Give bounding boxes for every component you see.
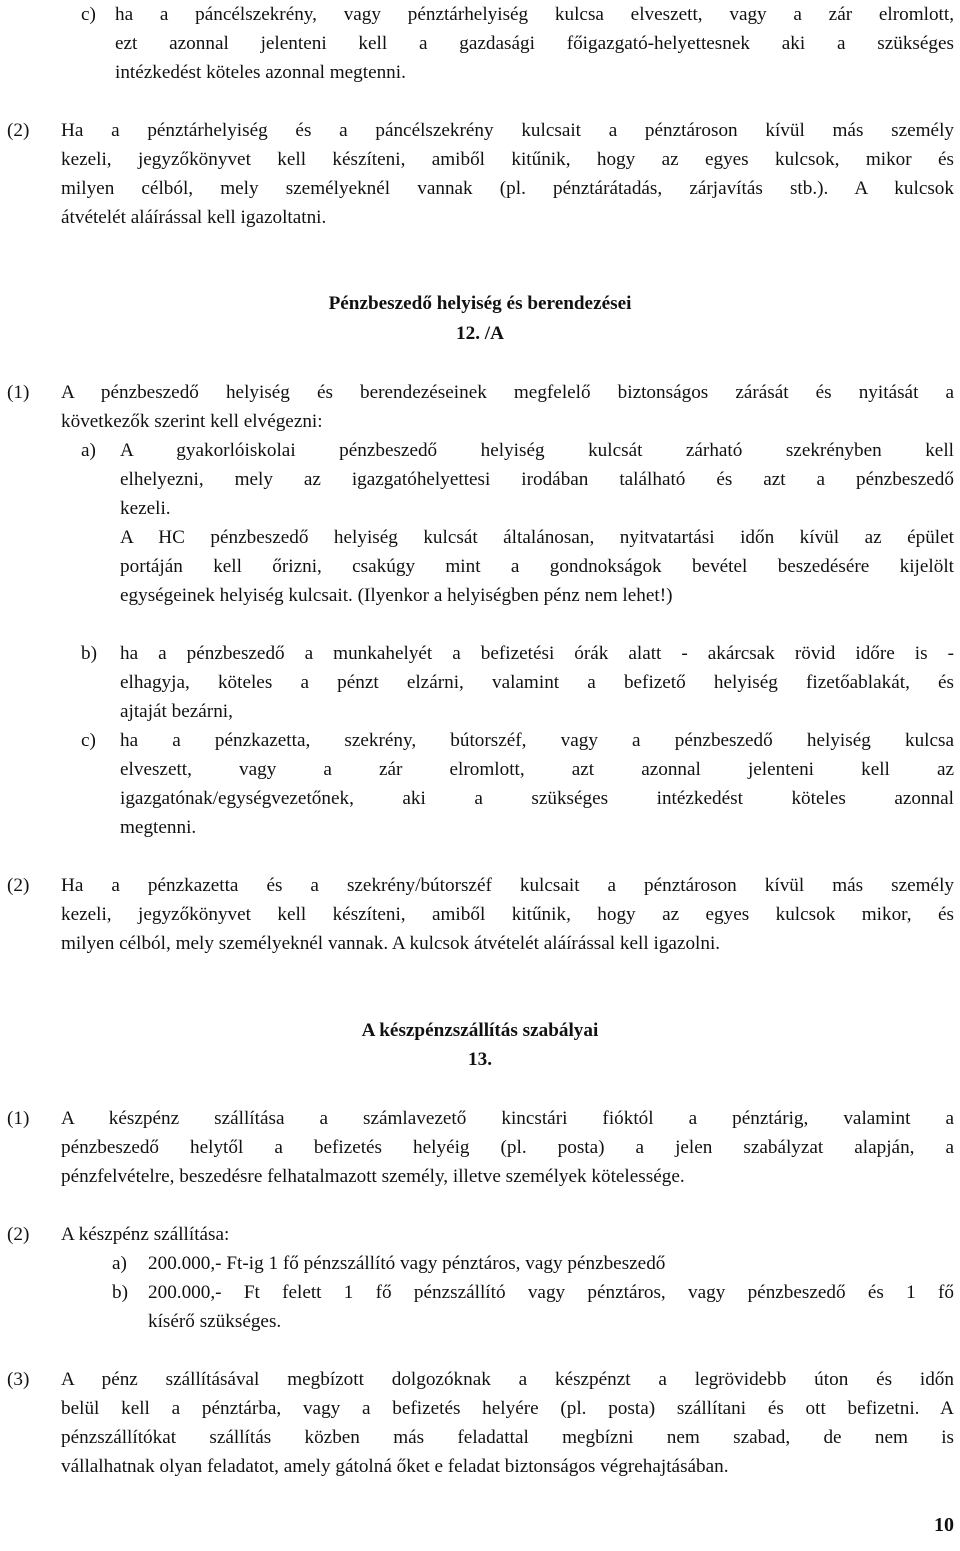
text-line: elveszett, vagy a zár elromlott, azt azonnal jelenteni kell az [120,759,954,780]
text-line: ajtaját bezárni, [120,701,233,722]
text-line: A készpénz szállítása: [61,1224,230,1245]
text-line: Ha a pénzkazetta és a szekrény/bútorszéf kulcsait a pénztároson kívül más személy [61,875,954,896]
paragraph-marker: (2) [7,1224,30,1245]
section-number: 12. /A [456,323,504,344]
text-line: milyen célból, mely személyeknél vannak (pl. pénztárátadás, zárjavítás stb.). A kulcsok [61,178,954,199]
paragraph-marker: (1) [7,382,30,403]
text-line: kezeli. [120,498,171,519]
text-line: elhagyja, köteles a pénzt elzárni, valamint a befizető helyiség fizetőablakát, és [120,672,954,693]
text-line: A pénzbeszedő helyiség és berendezéseinek megfelelő biztonságos zárását és nyitását a [61,382,954,403]
text-line: átvételét aláírással kell igazoltatni. [61,207,327,228]
list-marker: a) [112,1253,127,1274]
text-line: A gyakorlóiskolai pénzbeszedő helyiség kulcsát zárható szekrényben kell [120,440,954,461]
text-line: elhelyezni, mely az igazgatóhelyettesi irodában található és azt a pénzbeszedő [120,469,954,490]
text-line: kísérő szükséges. [148,1311,282,1332]
text-line: igazgatónak/egységvezetőnek, aki a szükséges intézkedést köteles azonnal [120,788,954,809]
text-line: vállalhatnak olyan feladatot, amely gátolná őket e feladat biztonságos végrehajtásában. [61,1456,729,1477]
text-line: ha a pénzkazetta, szekrény, bútorszéf, vagy a pénzbeszedő helyiség kulcsa [120,730,954,751]
text-line: ha a páncélszekrény, vagy pénztárhelyiség kulcsa elveszett, vagy a zár elromlott, [115,4,954,25]
text-line: 200.000,- Ft felett 1 fő pénzszállító vagy pénztáros, vagy pénzbeszedő és 1 fő [148,1282,954,1303]
text-line: belül kell a pénztárba, vagy a befizetés helyére (pl. posta) szállítani és ott befizetni. A [61,1398,954,1419]
section-title: Pénzbeszedő helyiség és berendezései [328,293,632,314]
text-line: pénzbeszedő helytől a befizetés helyéig (pl. posta) a jelen szabályzat alapján, a [61,1137,954,1158]
text-line: Ha a pénztárhelyiség és a páncélszekrény kulcsait a pénztároson kívül más személy [61,120,954,141]
paragraph-marker: (1) [7,1108,30,1129]
text-line: pénzfelvételre, beszedésre felhatalmazott személy, illetve személyek kötelessége. [61,1166,685,1187]
text-line: 200.000,- Ft-ig 1 fő pénzszállító vagy pénztáros, vagy pénzbeszedő [148,1253,666,1274]
paragraph-marker: (2) [7,120,30,141]
text-line: ha a pénzbeszedő a munkahelyét a befizetési órák alatt - akárcsak rövid időre is - [120,643,954,664]
paragraph-marker: (2) [7,875,30,896]
text-line: pénzszállítókat szállítás közben más feladattal megbízni nem szabad, de nem is [61,1427,954,1448]
text-line: intézkedést köteles azonnal megtenni. [115,62,406,83]
text-line: kezeli, jegyzőkönyvet kell készíteni, amiből kitűnik, hogy az egyes kulcsok mikor, és [61,904,954,925]
text-line: ezt azonnal jelenteni kell a gazdasági főigazgató-helyettesnek aki a szükséges [115,33,954,54]
list-marker: c) [81,730,96,751]
text-line: portáján kell őrizni, csakúgy mint a gondnokságok bevétel beszedésére kijelölt [120,556,954,577]
page-number: 10 [934,1514,954,1536]
text-line: A pénz szállításával megbízott dolgozóknak a készpénzt a legrövidebb úton és időn [61,1369,954,1390]
text-line: következők szerint kell elvégezni: [61,411,323,432]
text-line: A készpénz szállítása a számlavezető kincstári fióktól a pénztárig, valamint a [61,1108,954,1129]
section-number: 13. [468,1049,492,1070]
list-marker: a) [81,440,96,461]
text-line: megtenni. [120,817,197,838]
text-line: A HC pénzbeszedő helyiség kulcsát általánosan, nyitvatartási időn kívül az épület [120,527,954,548]
list-marker: c) [81,4,96,25]
text-line: milyen célból, mely személyeknél vannak. A kulcsok átvételét aláírással kell igazolni. [61,933,721,954]
text-line: egységeinek helyiség kulcsait. (Ilyenkor a helyiségben pénz nem lehet!) [120,585,673,606]
list-marker: b) [81,643,97,664]
paragraph-marker: (3) [7,1369,30,1390]
section-title: A készpénzszállítás szabályai [361,1020,599,1041]
text-line: kezeli, jegyzőkönyvet kell készíteni, amiből kitűnik, hogy az egyes kulcsok, mikor és [61,149,954,170]
list-marker: b) [112,1282,128,1303]
